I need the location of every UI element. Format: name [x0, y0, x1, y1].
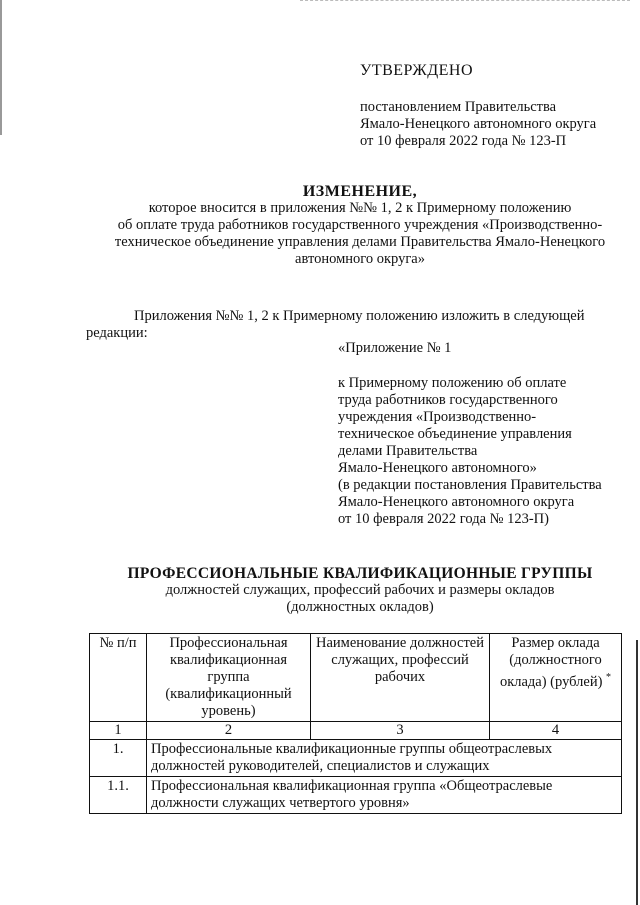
header-cell-num: № п/п: [90, 634, 147, 722]
appendix-line: (в редакции постановления Правительства: [338, 477, 602, 493]
groups-heading: ПРОФЕССИОНАЛЬНЫЕ КВАЛИФИКАЦИОННЫЕ ГРУППЫ: [127, 565, 593, 582]
row-text: Профессиональные квалификационные группы общеотраслевых должностей руководителей, специалистов и служащих: [147, 740, 622, 777]
paragraph-line: Приложения №№ 1, 2 к Примерному положению изложить в следующей: [134, 308, 585, 324]
scan-artifact-top: [300, 0, 630, 3]
table-row: [90, 777, 622, 814]
column-number-row: [90, 722, 622, 740]
approval-line: Ямало-Ненецкого автономного округа: [360, 116, 597, 132]
qualification-groups-table: [89, 633, 622, 814]
change-line: автономного округа»: [295, 251, 425, 267]
approval-block: [360, 62, 620, 150]
scan-artifact-right: [636, 640, 638, 905]
column-number: 3: [311, 722, 490, 740]
column-number: 1: [90, 722, 147, 740]
paragraph-line: редакции:: [86, 325, 148, 341]
row-number: 1.: [90, 740, 147, 777]
change-line: которое вносится в приложения №№ 1, 2 к Примерному положению: [148, 200, 572, 216]
appendix-line: Ямало-Ненецкого автономного»: [338, 460, 537, 476]
footnote-mark: *: [606, 672, 612, 683]
table-header-row: [90, 634, 622, 722]
groups-subtitle: (должностных окладов): [286, 599, 434, 615]
change-line: техническое объединение управления делами Правительства Ямало-Ненецкого: [114, 234, 606, 250]
header-cell-position: Наименование должностей служащих, профессий рабочих: [311, 634, 490, 722]
column-number: 2: [147, 722, 311, 740]
appendix-line: труда работников государственного: [338, 392, 558, 408]
header-salary-text: Размер оклада (должностного оклада) (рублей): [499, 635, 603, 690]
appendix-line: от 10 февраля 2022 года № 123-П): [338, 511, 549, 527]
appendix-line: техническое объединение управления: [338, 426, 572, 442]
row-number: 1.1.: [90, 777, 147, 814]
appendix-block: [338, 340, 628, 528]
column-number: 4: [490, 722, 622, 740]
groups-subtitle: должностей служащих, профессий рабочих и размеры окладов: [165, 582, 555, 598]
appendix-line: делами Правительства: [338, 443, 478, 459]
appendix-line: Ямало-Ненецкого автономного округа: [338, 494, 575, 510]
approval-heading: УТВЕРЖДЕНО: [360, 62, 474, 79]
change-line: об оплате труда работников государственного учреждения «Производственно-: [117, 217, 603, 233]
scan-artifact-left: [0, 0, 2, 135]
change-heading: ИЗМЕНЕНИЕ,: [302, 183, 418, 200]
table-row: [90, 740, 622, 777]
approval-line: постановлением Правительства: [360, 99, 557, 115]
approval-line: от 10 февраля 2022 года № 123-П: [360, 133, 567, 149]
groups-title-block: [90, 565, 630, 616]
row-text: Профессиональная квалификационная группа «Общеотраслевые должности служащих четвертого уровня»: [147, 777, 622, 814]
appendix-line: к Примерному положению об оплате: [338, 375, 567, 391]
header-cell-salary: [490, 634, 622, 722]
header-cell-group: Профессиональная квалификационная группа (квалификационный уровень): [147, 634, 311, 722]
body-paragraph: [86, 308, 622, 342]
appendix-label: «Приложение № 1: [338, 340, 452, 356]
change-title-block: [90, 183, 630, 268]
appendix-line: учреждения «Производственно-: [338, 409, 537, 425]
